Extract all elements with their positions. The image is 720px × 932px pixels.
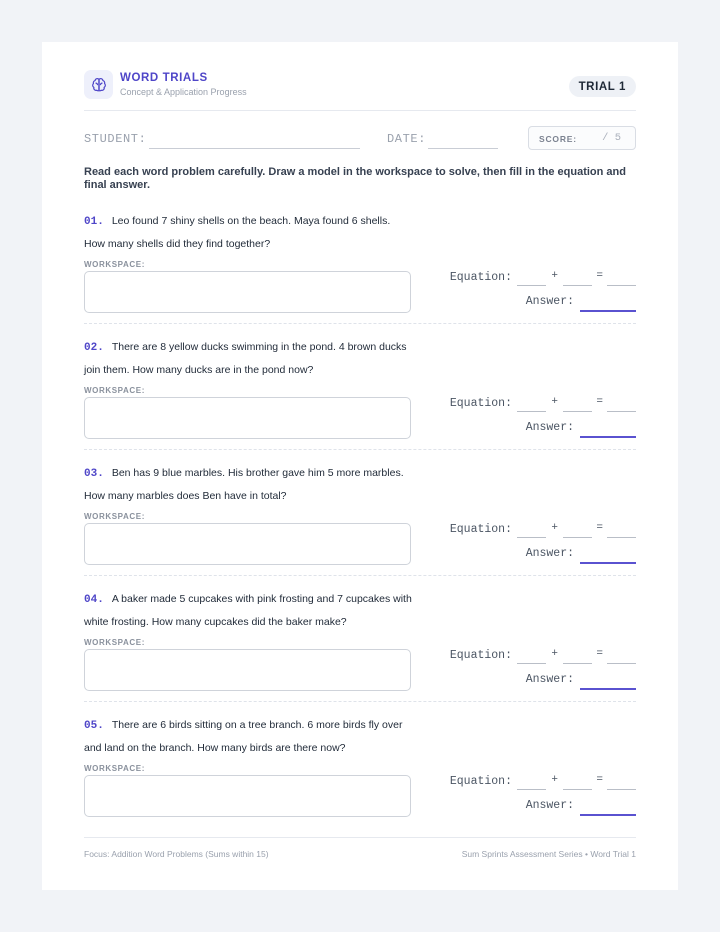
addend-2-blank[interactable] <box>563 663 592 664</box>
problem-divider <box>84 323 636 324</box>
sum-blank[interactable] <box>607 411 636 412</box>
problem-text-block <box>84 463 414 507</box>
problem-item <box>84 211 636 337</box>
problem-item <box>84 463 636 589</box>
workspace-box[interactable] <box>84 523 411 565</box>
workspace-box[interactable] <box>84 271 411 313</box>
answer-label: Answer: <box>525 673 574 686</box>
workspace-label: WORKSPACE: <box>84 764 145 773</box>
problem-divider <box>84 701 636 702</box>
page-subtitle: Concept & Application Progress <box>120 87 247 97</box>
equation-label: Equation: <box>449 397 512 410</box>
addend-2-blank[interactable] <box>563 285 592 286</box>
answer-field[interactable] <box>580 814 636 816</box>
plus-sign: + <box>551 270 558 282</box>
equals-sign: = <box>596 774 603 786</box>
answer-field[interactable] <box>580 310 636 312</box>
workspace-label: WORKSPACE: <box>84 260 145 269</box>
problem-number: 04. <box>84 594 104 606</box>
addend-1-blank[interactable] <box>517 537 546 538</box>
equation-label: Equation: <box>449 271 512 284</box>
problem-question: Leo found 7 shiny shells on the beach. Maya found 6 shells. How many shells did they find together? <box>84 215 391 250</box>
problem-question: Ben has 9 blue marbles. His brother gave him 5 more marbles. How many marbles does Ben have in total? <box>84 467 404 502</box>
addend-1-blank[interactable] <box>517 285 546 286</box>
addend-1-blank[interactable] <box>517 663 546 664</box>
answer-field[interactable] <box>580 562 636 564</box>
answer-label: Answer: <box>525 295 574 308</box>
answer-label: Answer: <box>525 421 574 434</box>
problem-text-block <box>84 337 414 381</box>
footer-series: Sum Sprints Assessment Series • Word Trial 1 <box>461 849 636 859</box>
score-label: SCORE: <box>539 134 577 144</box>
plus-sign: + <box>551 522 558 534</box>
workspace-label: WORKSPACE: <box>84 512 145 521</box>
problem-question: There are 8 yellow ducks swimming in the pond. 4 brown ducks join them. How many ducks are in the pond now? <box>84 341 407 376</box>
problem-text-block <box>84 715 414 759</box>
instructions: Read each word problem carefully. Draw a model in the workspace to solve, then fill in the equation and final answer. <box>84 166 626 191</box>
problem-number: 01. <box>84 216 104 228</box>
score-total: / 5 <box>602 132 621 144</box>
sum-blank[interactable] <box>607 789 636 790</box>
footer-divider <box>84 837 636 838</box>
answer-label: Answer: <box>525 547 574 560</box>
trial-badge: TRIAL 1 <box>569 76 636 97</box>
equals-sign: = <box>596 270 603 282</box>
equals-sign: = <box>596 648 603 660</box>
answer-label: Answer: <box>525 799 574 812</box>
equals-sign: = <box>596 396 603 408</box>
addend-2-blank[interactable] <box>563 411 592 412</box>
problem-number: 02. <box>84 342 104 354</box>
brain-icon <box>84 70 113 99</box>
equation-label: Equation: <box>449 775 512 788</box>
sum-blank[interactable] <box>607 285 636 286</box>
footer-focus: Focus: Addition Word Problems (Sums within 15) <box>84 849 269 859</box>
plus-sign: + <box>551 648 558 660</box>
equation-label: Equation: <box>449 649 512 662</box>
equals-sign: = <box>596 522 603 534</box>
date-field[interactable] <box>428 148 498 149</box>
problem-question: A baker made 5 cupcakes with pink frosting and 7 cupcakes with white frosting. How many cupcakes did the baker make? <box>84 593 412 628</box>
worksheet <box>42 42 678 890</box>
workspace-box[interactable] <box>84 397 411 439</box>
sum-blank[interactable] <box>607 537 636 538</box>
page-title: WORD TRIALS <box>120 72 208 84</box>
addend-1-blank[interactable] <box>517 411 546 412</box>
problem-divider <box>84 575 636 576</box>
addend-2-blank[interactable] <box>563 789 592 790</box>
problem-question: There are 6 birds sitting on a tree branch. 6 more birds fly over and land on the branch. How many birds are there now? <box>84 719 403 754</box>
answer-field[interactable] <box>580 436 636 438</box>
problem-item <box>84 337 636 463</box>
problem-text-block <box>84 589 414 633</box>
score-box[interactable] <box>528 126 636 150</box>
answer-field[interactable] <box>580 688 636 690</box>
addend-1-blank[interactable] <box>517 789 546 790</box>
workspace-box[interactable] <box>84 649 411 691</box>
date-label: DATE: <box>387 132 427 146</box>
problem-divider <box>84 449 636 450</box>
plus-sign: + <box>551 774 558 786</box>
workspace-label: WORKSPACE: <box>84 638 145 647</box>
plus-sign: + <box>551 396 558 408</box>
workspace-box[interactable] <box>84 775 411 817</box>
addend-2-blank[interactable] <box>563 537 592 538</box>
sum-blank[interactable] <box>607 663 636 664</box>
equation-label: Equation: <box>449 523 512 536</box>
student-name-field[interactable] <box>149 148 360 149</box>
problem-text-block <box>84 211 414 255</box>
problem-item <box>84 715 636 841</box>
workspace-label: WORKSPACE: <box>84 386 145 395</box>
problem-item <box>84 589 636 715</box>
student-label: STUDENT: <box>84 132 147 146</box>
problem-number: 03. <box>84 468 104 480</box>
header-divider <box>84 110 636 111</box>
problem-number: 05. <box>84 720 104 732</box>
